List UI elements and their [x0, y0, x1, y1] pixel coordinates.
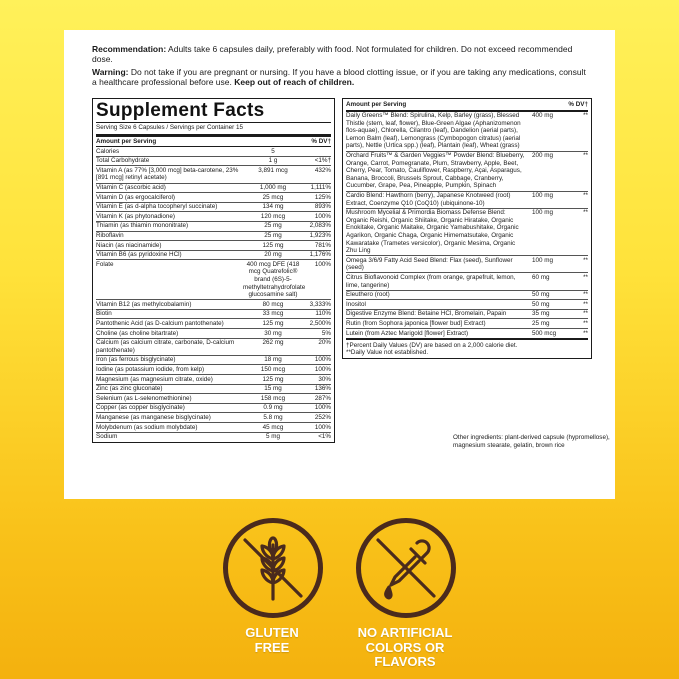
nutrient-amount: 33 mcg — [262, 310, 284, 318]
nutrient-amount: 45 mcg — [262, 423, 284, 431]
nutrient-amount: 80 mcg — [262, 300, 284, 308]
facts2-rows — [346, 112, 588, 338]
nutrient-amount: 125 mg — [262, 319, 284, 327]
nutrient-name: Vitamin E (as d-alpha tocopheryl succinate) — [96, 203, 218, 211]
nutrient-dv: 100% — [314, 365, 331, 373]
blend-dv: ** — [583, 192, 588, 200]
nutrient-amount: 15 mg — [264, 385, 282, 393]
nutrient-dv: 2,500% — [309, 319, 331, 327]
nutrient-name: Zinc (as zinc gluconate) — [96, 385, 163, 393]
dropper-icon — [361, 523, 451, 613]
blend-amount: 100 mg — [532, 256, 554, 264]
wheat-icon — [228, 523, 318, 613]
facts-row — [96, 375, 331, 385]
nutrient-dv: 20% — [318, 339, 331, 347]
blend-dv: ** — [583, 209, 588, 217]
facts-row — [96, 433, 331, 442]
blend-name: Mushroom Mycelial & Primordia Biomass Defense Blend: Organic Reishi, Organic Shiitake, Organic Hiratake, Organic Enokitake, Organic Maitake, Organic Yamabushitake, Organic Agarikon, Organic Chaga, Organic Himematsutake, Organic Kawaratake (Trametes versicolor), Organic Mesima, Organic Zhu Ling — [346, 209, 519, 255]
facts-row — [96, 241, 331, 251]
facts-column-header: Amount per Serving % DV† — [96, 137, 331, 148]
nutrient-amount: 125 mg — [262, 375, 284, 383]
facts-row — [96, 193, 331, 203]
serving-size: Serving Size 6 Capsules / Servings per Container 15 — [96, 123, 331, 137]
blend-dv: ** — [583, 319, 588, 327]
blend-name: Inositol — [346, 300, 366, 308]
nutrient-name: Calories — [96, 147, 120, 155]
nutrient-amount: 158 mcg — [260, 394, 286, 402]
nutrient-amount: 5 mg — [266, 433, 280, 441]
label-panel — [64, 30, 615, 499]
blend-dv: ** — [583, 310, 588, 318]
facts-row — [96, 394, 331, 404]
blend-row — [346, 256, 588, 273]
nutrient-name: Pantothenic Acid (as D-calcium pantothenate) — [96, 319, 224, 327]
nutrient-amount: 20 mg — [264, 251, 282, 259]
blend-name: Digestive Enzyme Blend: Betaine HCl, Bromelain, Papain — [346, 310, 507, 318]
nutrient-name: Total Carbohydrate — [96, 157, 150, 165]
facts-row — [96, 385, 331, 395]
blend-dv: ** — [583, 273, 588, 281]
blend-amount: 100 mg — [532, 192, 554, 200]
nutrient-dv: 125% — [314, 193, 331, 201]
gluten-free-label: GLUTEN FREE — [245, 625, 299, 655]
blend-dv: ** — [583, 152, 588, 160]
nutrient-amount: 3,891 mcg — [258, 166, 288, 174]
facts-row — [96, 339, 331, 356]
facts-row — [96, 147, 331, 157]
facts-row — [96, 413, 331, 423]
facts-row — [96, 329, 331, 339]
nutrient-dv: 5% — [321, 329, 331, 337]
nutrient-name: Vitamin B6 (as pyridoxine HCl) — [96, 251, 182, 259]
blend-amount: 200 mg — [532, 152, 554, 160]
facts-row — [96, 184, 331, 194]
blend-row — [346, 300, 588, 310]
nutrient-dv: 100% — [314, 423, 331, 431]
nutrient-dv: 1,111% — [310, 184, 331, 192]
nutrient-name: Manganese (as manganese bisglycinate) — [96, 413, 211, 421]
nutrient-name: Selenium (as L-selenomethionine) — [96, 394, 192, 402]
nutrient-name: Vitamin K (as phytonadione) — [96, 212, 175, 220]
nutrient-dv: 100% — [314, 212, 331, 220]
nutrient-name: Riboflavin — [96, 232, 124, 240]
facts-row — [96, 157, 331, 167]
blend-row — [346, 310, 588, 320]
supplement-facts-table — [92, 98, 335, 443]
nutrient-amount: 25 mg — [264, 232, 282, 240]
blend-dv: ** — [583, 112, 588, 120]
nutrient-amount: 25 mg — [264, 222, 282, 230]
blend-amount: 100 mg — [532, 209, 554, 217]
nutrient-name: Vitamin B12 (as methylcobalamin) — [96, 300, 192, 308]
nutrient-amount: 134 mg — [262, 203, 284, 211]
facts-row — [96, 212, 331, 222]
nutrient-amount: 5 — [271, 147, 275, 155]
blend-dv: ** — [583, 300, 588, 308]
blend-name: Omega 3/6/9 Fatty Acid Seed Blend: Flax (seed), Sunflower (seed) — [346, 256, 513, 272]
blend-name: Daily Greens™ Blend: Spirulina, Kelp, Barley (grass), Blessed Thistle (stem, leaf, flower), Blue-Green Algae (Aphanizomenon flos-aquae), Chlorella, Cilantro (leaf), Dandelion (aerial parts), Lemon Balm (leaf), Lemongrass (Cymbopogon citratus) (aerial parts), Nettle (Urtica spp.) (leaf), Plantain (leaf), Wheat (grass) — [346, 112, 521, 150]
facts-row — [96, 300, 331, 310]
nutrient-name: Molybdenum (as sodium molybdate) — [96, 423, 198, 431]
blend-name: Eleuthero (root) — [346, 291, 390, 299]
facts-row — [96, 166, 331, 183]
facts-row — [96, 222, 331, 232]
nutrient-dv: 432% — [314, 166, 331, 174]
footnotes: †Percent Daily Values (DV) are based on a 2,000 calorie diet. **Daily Value not established. — [346, 338, 588, 357]
blend-row — [346, 209, 588, 257]
nutrient-amount: 25 mcg — [262, 193, 284, 201]
nutrient-dv: 1,923% — [309, 232, 331, 240]
nutrient-name: Sodium — [96, 433, 118, 441]
nutrient-name: Vitamin D (as ergocalciferol) — [96, 193, 175, 201]
blend-name: Orchard Fruits™ & Garden Veggies™ Powder Blend: Blueberry, Orange, Carrot, Pomegranate, Plum, Strawberry, Apple, Beet, Cherry, Pear, Tomato, Cauliflower, Raspberry, Açai, Asparagus, Banana, Broccoli, Brussels Sprout, Cabbage, Cranberry, Cucumber, Grape, Pea, Pineapple, Pumpkin, Spinach — [346, 152, 525, 190]
blend-row — [346, 329, 588, 338]
nutrient-dv: 3,333% — [309, 300, 331, 308]
nutrient-amount: 5.8 mg — [263, 413, 283, 421]
nutrient-dv: 893% — [314, 203, 331, 211]
facts-row — [96, 232, 331, 242]
nutrient-dv — [303, 148, 331, 156]
nutrient-name: Biotin — [96, 310, 112, 318]
nutrient-dv: 100% — [314, 356, 331, 364]
nutrient-dv: 100% — [314, 260, 331, 268]
no-artificial-badge — [356, 518, 456, 618]
blend-dv: ** — [583, 291, 588, 299]
nutrient-name: Magnesium (as magnesium citrate, oxide) — [96, 375, 213, 383]
facts2-column-header: Amount per Serving % DV† — [346, 100, 588, 112]
blend-row — [346, 112, 588, 152]
facts-row — [96, 356, 331, 366]
nutrient-amount: 1,000 mg — [259, 184, 287, 192]
nutrient-dv: 781% — [314, 241, 331, 249]
blend-amount: 35 mg — [532, 310, 550, 318]
nutrient-amount: 0.9 mg — [263, 404, 283, 412]
nutrient-dv: 136% — [314, 385, 331, 393]
nutrient-amount: 1 g — [268, 157, 278, 165]
facts-row — [96, 423, 331, 433]
nutrient-dv: <1% — [318, 433, 331, 441]
nutrient-dv: 287% — [314, 394, 331, 402]
other-ingredients: Other ingredients: plant-derived capsule (hypromellose), magnesium stearate, gelatin, brown rice — [453, 434, 610, 449]
nutrient-dv: 252% — [314, 413, 331, 421]
nutrient-amount: 30 mg — [264, 329, 282, 337]
blend-amount: 500 mcg — [532, 329, 557, 337]
blend-row — [346, 319, 588, 329]
nutrient-name: Thiamin (as thiamin mononitrate) — [96, 222, 189, 230]
blend-dv: ** — [583, 256, 588, 264]
facts-row — [96, 251, 331, 261]
blend-name: Cardio Blend: Hawthorn (berry), Japanese Knotweed (root) Extract, Coenzyme Q10 (CoQ10) (ubiquinone-10) — [346, 192, 511, 207]
no-artificial-label: NO ARTIFICIAL COLORS OR FLAVORS — [357, 625, 453, 669]
nutrient-dv: <1%† — [314, 157, 331, 165]
nutrient-amount: 18 mg — [264, 356, 282, 364]
facts-title: Supplement Facts — [96, 101, 331, 123]
blend-row — [346, 152, 588, 192]
nutrient-amount: 120 mcg — [260, 212, 286, 220]
blend-dv: ** — [583, 329, 588, 337]
facts-row — [96, 365, 331, 375]
nutrient-name: Vitamin A (as 77% [3,000 mcg] beta-carotene, 23% [891 mcg] retinyl acetate) — [96, 166, 239, 182]
blend-amount: 50 mg — [532, 300, 550, 308]
facts-row — [96, 404, 331, 414]
nutrient-amount: 125 mg — [262, 241, 284, 249]
facts-row — [96, 203, 331, 213]
nutrient-dv: 1,176% — [309, 251, 331, 259]
facts-row — [96, 260, 331, 300]
facts-row — [96, 319, 331, 329]
blend-name: Citrus Bioflavonoid Complex (from orange, grapefruit, lemon, lime, tangerine) — [346, 273, 516, 289]
blend-row — [346, 273, 588, 290]
nutrient-name: Vitamin C (ascorbic acid) — [96, 184, 166, 192]
nutrient-dv: 30% — [318, 375, 331, 383]
nutrient-dv: 100% — [314, 404, 331, 412]
nutrient-amount: 150 mcg — [260, 365, 286, 373]
nutrient-amount: 400 mcg DFE (418 mcg Quatrefolic® brand (6S)-5-methyltetrahydrofolate glucosamine salt) — [243, 260, 306, 299]
nutrient-name: Folate — [96, 260, 114, 268]
blend-amount: 25 mg — [532, 319, 550, 327]
nutrient-dv: 110% — [315, 310, 331, 318]
blend-name: Rutin (from Sophora japonica [flower bud] Extract) — [346, 319, 486, 327]
gluten-free-badge — [223, 518, 323, 618]
blend-row — [346, 192, 588, 209]
blend-amount: 60 mg — [532, 273, 550, 281]
facts-row — [96, 310, 331, 320]
nutrient-name: Iodine (as potassium iodide, from kelp) — [96, 365, 205, 373]
directions — [92, 44, 592, 87]
blend-row — [346, 291, 588, 301]
warning: Warning: Do not take if you are pregnant or nursing. If you have a blood clotting issue, or if you are taking any medications, consult a healthcare professional before use. Keep out of reach of children. — [92, 67, 586, 87]
blend-name: Lutein (from Aztec Marigold [flower] Extract) — [346, 329, 469, 337]
nutrient-name: Niacin (as niacinamide) — [96, 241, 162, 249]
nutrient-name: Choline (as choline bitartrate) — [96, 329, 179, 337]
nutrient-amount: 262 mg — [262, 339, 284, 347]
nutrient-name: Calcium (as calcium citrate, carbonate, D-calcium pantothenate) — [96, 339, 235, 354]
blend-amount: 50 mg — [532, 291, 550, 299]
facts-rows — [96, 147, 331, 441]
supplement-facts-continued — [342, 98, 592, 359]
nutrient-dv: 2,083% — [309, 222, 331, 230]
recommendation: Recommendation: Adults take 6 capsules daily, preferably with food. Not formulated for children. Do not exceed recommended dose. — [92, 44, 573, 64]
nutrient-name: Copper (as copper bisglycinate) — [96, 404, 185, 412]
nutrient-name: Iron (as ferrous bisglycinate) — [96, 356, 176, 364]
blend-amount: 400 mg — [532, 112, 554, 120]
